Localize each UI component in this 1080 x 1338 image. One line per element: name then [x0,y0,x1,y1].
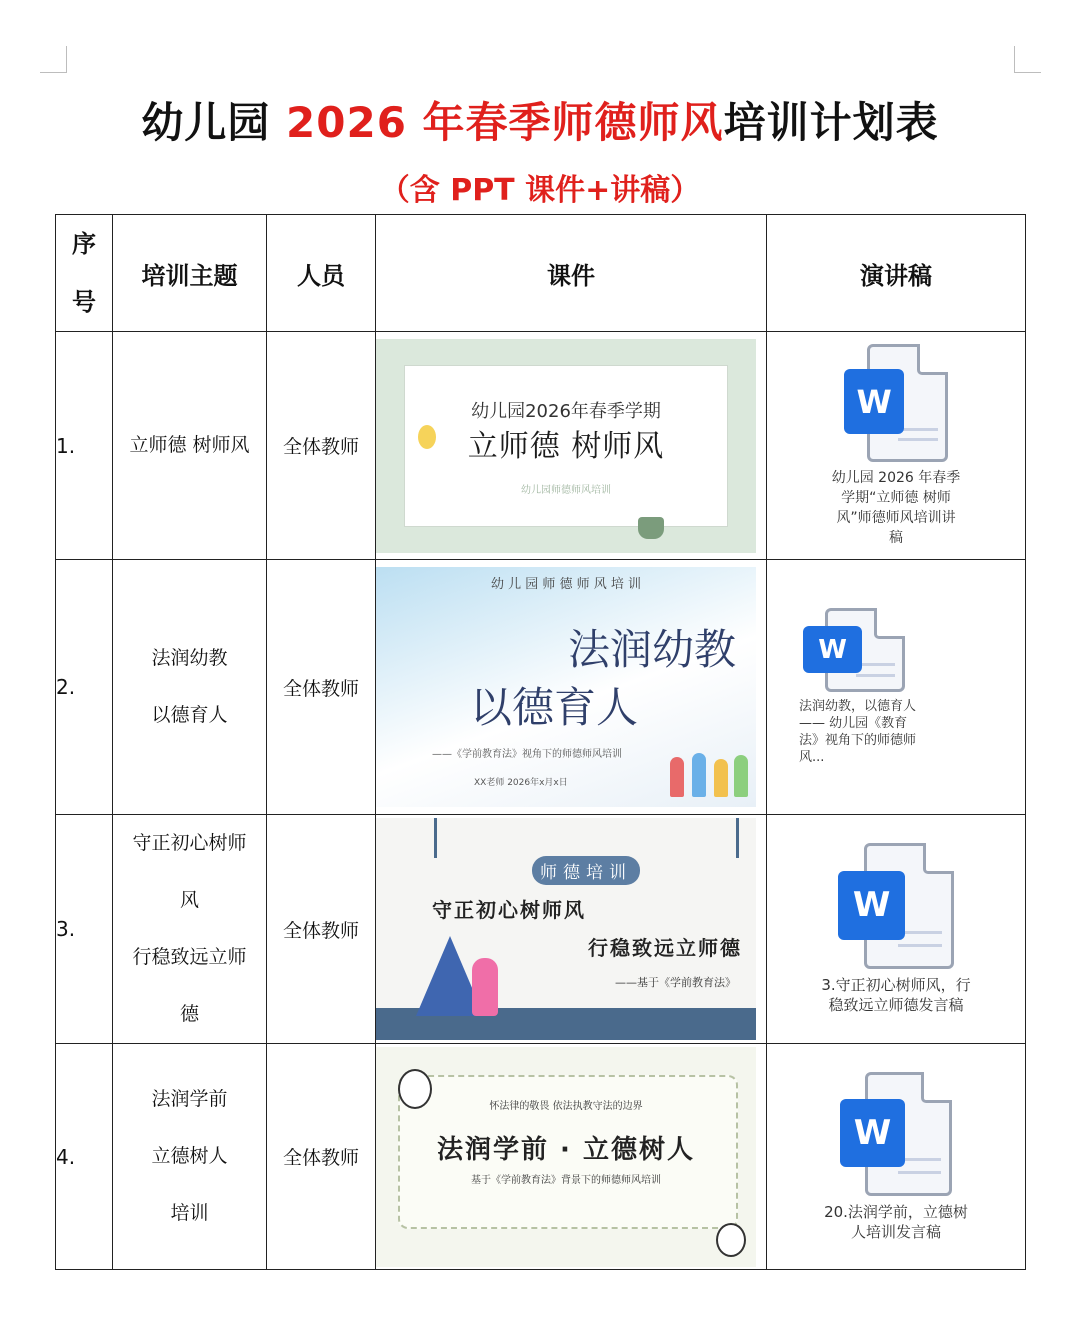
header-topic: 培训主题 [113,215,267,332]
page-title: 幼儿园 2026 年春季师德师风培训计划表 [141,98,939,147]
row-people: 全体教师 [267,560,376,815]
row-number: 3. [56,815,113,1044]
slide-line2: 行稳致远立师德 [588,936,742,960]
slide-line1: 守正初心树师风 [432,898,586,922]
row-topic: 立师德 树师风 [113,332,267,560]
slide-thumbnail[interactable] [376,1047,756,1267]
row-people: 全体教师 [267,815,376,1044]
slide-line3: ——基于《学前教育法》 [615,976,736,989]
slide-decor-plant [638,517,664,539]
table-row [56,815,1026,1044]
header-people: 人员 [267,215,376,332]
word-doc-icon[interactable] [838,843,954,969]
slide-pin-left [434,818,437,858]
word-doc-icon[interactable] [844,344,948,462]
doc-caption: 3.守正初心树师风，行稳致远立师德发言稿 [821,976,971,1014]
word-w-icon: W [844,369,904,434]
row-speech-cell [767,1044,1026,1270]
row-slide-cell [376,815,767,1044]
slide-decor-doodle [398,1069,432,1109]
doc-caption: 幼儿园 2026 年春季学期“立师德 树师风”师德师风培训讲稿 [831,469,961,546]
table-row [56,332,1026,560]
word-w-icon: W [838,871,905,940]
row-speech-cell [767,332,1026,560]
slide-thumbnail[interactable] [376,818,756,1040]
row-speech-cell [767,560,1026,815]
doc-caption: 20.法润学前，立德树人培训发言稿 [824,1202,968,1241]
slide-badge: 师德培训 [532,856,640,885]
doc-caption: 法润幼教，以德育人—— 幼儿园《教育法》视角下的师德师风... [799,699,917,765]
slide-line4: XX老师 2026年x月x日 [474,778,568,788]
slide-line1: 法润学前 · 立德树人 [437,1134,695,1165]
table-row [56,1044,1026,1270]
word-doc-icon[interactable] [803,608,905,692]
word-doc-icon[interactable] [840,1072,952,1196]
slide-line2: 立师德 树师风 [467,428,665,464]
training-plan-table [55,214,1026,1270]
row-topic: 法润学前 立德树人 培训 [113,1044,267,1270]
table-header-row [56,215,1026,332]
slide-thumbnail[interactable] [376,567,756,807]
row-topic: 法润幼教 以德育人 [113,560,267,815]
row-slide-cell [376,560,767,815]
slide-line1: 法润幼教 [567,625,736,674]
slide-line2: 基于《学前教育法》背景下的师德师风培训 [471,1174,661,1186]
title-highlight: 2026 年春季师德师风 [286,98,724,147]
slide-line1: 幼儿园2026年春季学期 [471,400,661,422]
slide-line0: 怀法律的敬畏 依法执教守法的边界 [489,1100,643,1112]
header-slide: 课件 [376,215,767,332]
row-people: 全体教师 [267,1044,376,1270]
slide-line3: ——《学前教育法》视角下的师德师风培训 [432,749,622,760]
slide-decor-kids [668,743,752,797]
row-slide-cell [376,1044,767,1270]
slide-thumbnail[interactable] [376,339,756,553]
row-slide-cell [376,332,767,560]
row-number: 4. [56,1044,113,1270]
word-w-icon: W [803,626,862,672]
row-topic: 守正初心树师 风 行稳致远立师 德 [113,815,267,1044]
slide-line2: 以德育人 [470,683,639,732]
header-speech: 演讲稿 [767,215,1026,332]
crop-mark-top-left [40,46,67,73]
row-speech-cell [767,815,1026,1044]
row-people: 全体教师 [267,332,376,560]
word-w-icon: W [840,1099,905,1167]
row-number: 1. [56,332,113,560]
header-seq: 序 号 [56,215,113,332]
crop-mark-top-right [1014,46,1041,73]
page-subtitle: （含 PPT 课件+讲稿） [379,173,701,208]
slide-line3: 幼儿园师德师风培训 [521,484,611,496]
table-row [56,560,1026,815]
slide-decor-girl [472,958,498,1016]
slide-decor-doodle [716,1223,746,1257]
slide-top-text: 幼 儿 园 师 德 师 风 培 训 [490,577,642,592]
row-number: 2. [56,560,113,815]
slide-pin-right [736,818,739,858]
